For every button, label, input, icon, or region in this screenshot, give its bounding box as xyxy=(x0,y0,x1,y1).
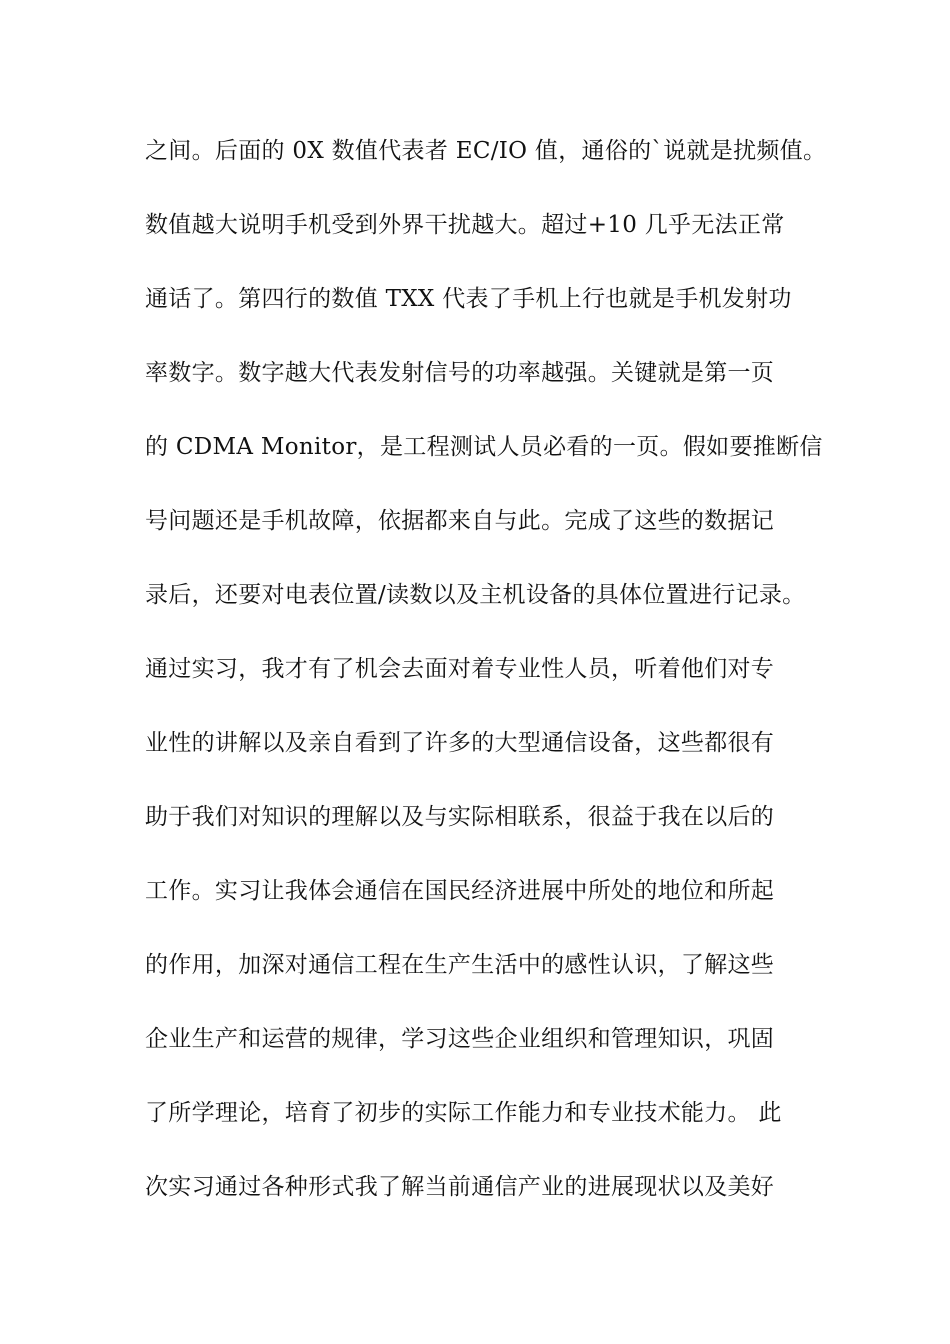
text-line: 了所学理论，培育了初步的实际工作能力和专业技术能力。 此 xyxy=(145,1100,782,1126)
text-line: 数值越大说明手机受到外界干扰越大。超过+10 几乎无法正常 xyxy=(145,212,785,238)
text-line: 企业生产和运营的规律，学习这些企业组织和管理知识，巩固 xyxy=(145,1026,775,1052)
text-line: 之间。后面的 0X 数值代表者 EC/IO 值，通俗的`说就是扰频值。 xyxy=(145,138,827,164)
text-line: 通话了。第四行的数值 TXX 代表了手机上行也就是手机发射功 xyxy=(145,286,792,312)
text-line: 工作。实习让我体会通信在国民经济进展中所处的地位和所起 xyxy=(145,878,775,904)
text-line: 号问题还是手机故障，依据都来自与此。完成了这些的数据记 xyxy=(145,508,775,534)
text-line: 的作用，加深对通信工程在生产生活中的感性认识，了解这些 xyxy=(145,952,775,978)
text-line: 通过实习，我才有了机会去面对着专业性人员，听着他们对专 xyxy=(145,656,775,682)
text-line: 业性的讲解以及亲自看到了许多的大型通信设备，这些都很有 xyxy=(145,730,775,756)
body-text xyxy=(145,131,825,1241)
text-line: 助于我们对知识的理解以及与实际相联系，很益于我在以后的 xyxy=(145,804,775,830)
text-line: 次实习通过各种形式我了解当前通信产业的进展现状以及美好 xyxy=(145,1174,775,1200)
text-line: 的 CDMA Monitor，是工程测试人员必看的一页。假如要推断信 xyxy=(145,434,823,460)
text-line: 录后，还要对电表位置/读数以及主机设备的具体位置进行记录。 xyxy=(145,582,806,608)
text-line: 率数字。数字越大代表发射信号的功率越强。关键就是第一页 xyxy=(145,360,775,386)
